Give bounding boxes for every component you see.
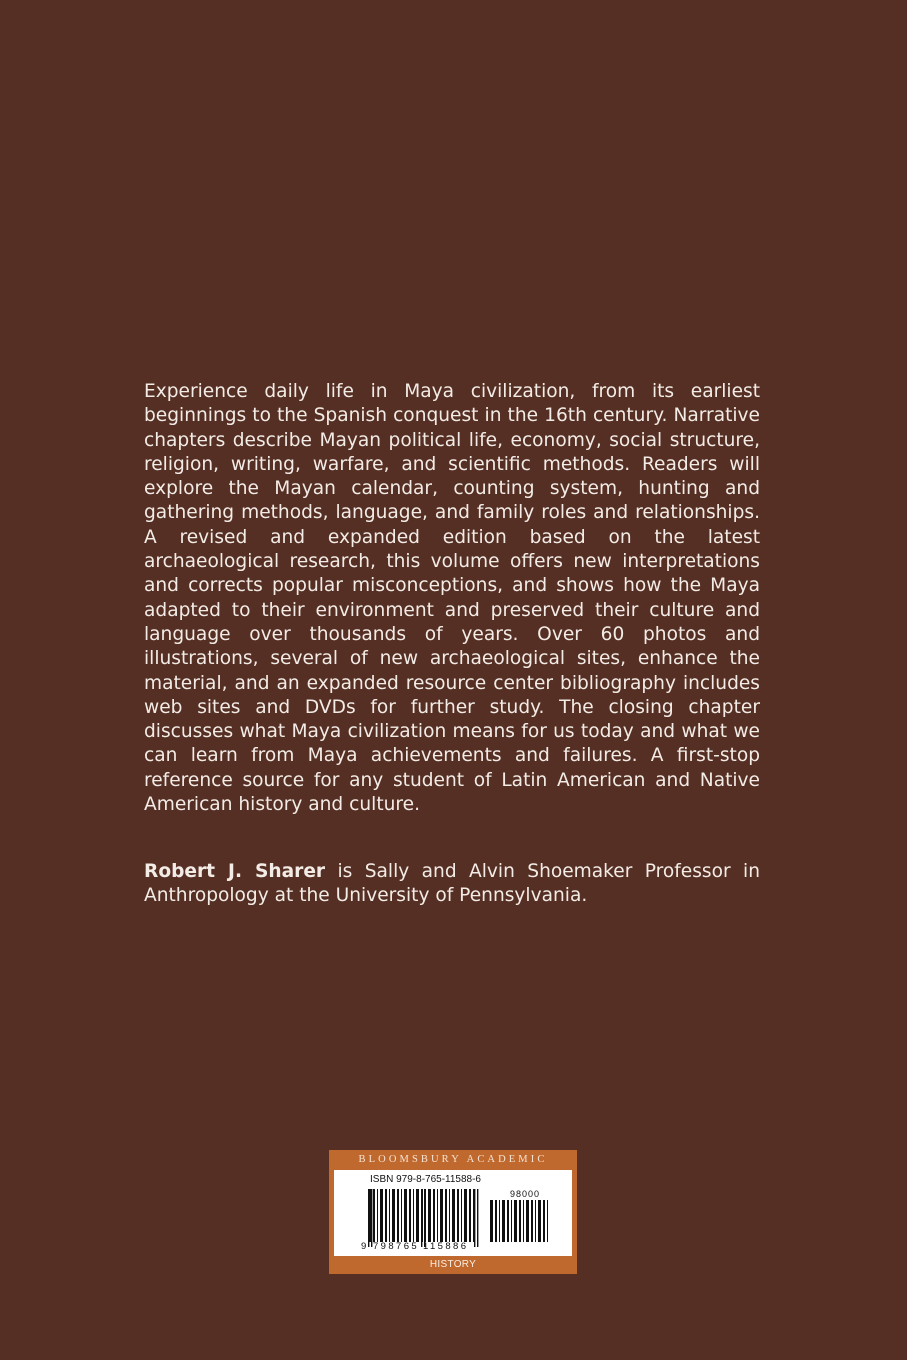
isbn-label: ISBN 979-8-765-11588-6 xyxy=(370,1174,481,1185)
author-name: Robert J. Sharer xyxy=(144,861,326,882)
publisher-name: BLOOMSBURY ACADEMIC xyxy=(358,1154,548,1165)
ean-right-digits: 115886 xyxy=(423,1241,469,1252)
barcode-panel xyxy=(329,1150,577,1274)
ean-left-digits: 798765 xyxy=(373,1241,420,1252)
category-label: HISTORY xyxy=(429,1259,477,1270)
book-description: Experience daily life in Maya civilization, from its earliest beginnings to the Spanish conquest in the 16th century. Narrative chapters describe Mayan political life, economy, social structure, religion, writing, warfare, and scientific methods. Readers will explore the Mayan calendar, counting system, hunting and gathering methods, language, and family roles and relationships. A revised and expanded edition based on the latest archaeological research, this volume offers new interpretations and corrects popular misconceptions, and shows how the Maya adapted to their environment and preserved their culture and language over thousands of years. Over 60 photos and illustrations, several of new archaeological sites, enhance the material, and an expanded resource center bibliography includes web sites and DVDs for further study. The closing chapter discusses what Maya civilization means for us today and what we can learn from Maya achievements and failures. A first-stop reference source for any student of Latin American and Native American history and culture. xyxy=(144,381,760,816)
ean-lead-digit: 9 xyxy=(361,1241,367,1252)
author-bio-text: is Sally and Alvin Shoemaker Professor in Anthropology at the University of Pennsylvania. xyxy=(144,861,760,907)
barcode-box xyxy=(334,1170,572,1256)
author-bio xyxy=(144,860,760,909)
price-code: 98000 xyxy=(510,1189,541,1199)
